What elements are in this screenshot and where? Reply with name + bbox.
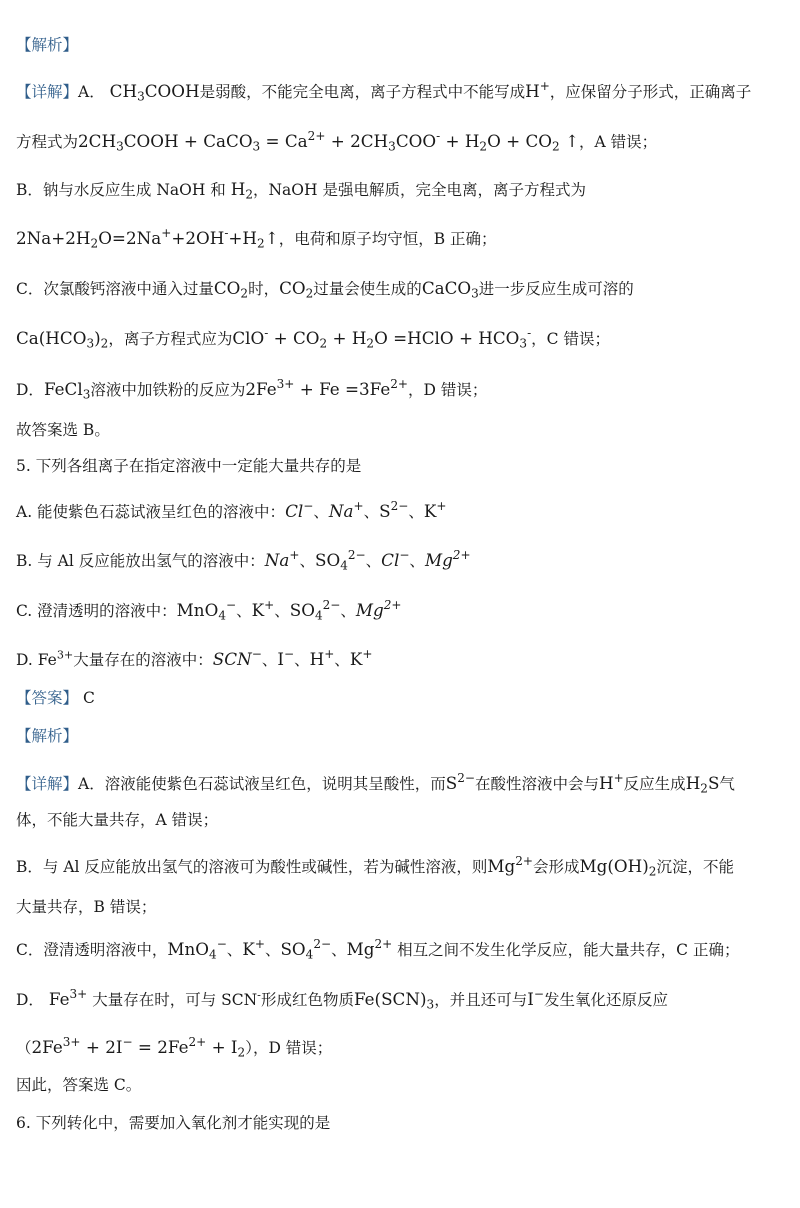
conclusion-b: 故答案选 B。 xyxy=(16,421,110,439)
detail2-C-line1: C．澄清透明溶液中，MnO$_4$−、K+、$SO_4^{2-}$、$Mg^{2+}$ 相互之间不发生化学反应，能大量共存，C 正确； xyxy=(16,936,740,962)
detail-B-line2: $2Na+2H_2O=2Na^++2OH^-+H_2↑$，电荷和原子均守恒，B 正确； xyxy=(16,225,497,251)
detail2-D-line2: $(2Fe^{3+} + 2I^- = 2Fe^{2+} + I_2)$，D 错误； xyxy=(16,1034,333,1060)
detail-B-line1: B．钠与水反应生成 NaOH 和 $H_2$，NaOH 是强电解质，完全电离，离子方程式为 xyxy=(16,179,586,202)
detail-C-line1: C．次氯酸钙溶液中通入过量$CO_2$时，$CO_2$过量会使生成的CaCO$_3$进一步反应生成可溶的 xyxy=(16,278,634,301)
detail-A-line1: 【详解】A． $CH_3COOH$是弱酸，不能完全电离，离子方程式中不能写成H+，应保留分子形式，正确离子 xyxy=(16,78,752,104)
q5-option-A: A. 能使紫色石蕊试液呈红色的溶液中：Cl−、Na+、$S^{2-}$、K+ xyxy=(16,498,447,521)
q5-option-D: D. $Fe^{3+}$大量存在的溶液中：SCN−、I−、H+、K+ xyxy=(16,646,373,669)
question-6-stem: 6. 下列转化中，需要加入氧化剂才能实现的是 xyxy=(16,1114,331,1132)
detail2-A-line2: 体，不能大量共存，A 错误； xyxy=(16,811,219,829)
detail2-A-line1: 【详解】A．溶液能使紫色石蕊试液呈红色，说明其呈酸性，而$S^{2-}$在酸性溶液中会与H+反应生成$H_2S$气 xyxy=(16,770,735,796)
question-5-stem: 5. 下列各组离子在指定溶液中一定能大量共存的是 xyxy=(16,457,362,475)
q5-option-C: C. 澄清透明的溶液中：MnO$_4$−、K+、$SO_4^{2-}$、$Mg^{2+}$ xyxy=(16,597,402,623)
analysis-label: 【解析】 xyxy=(16,36,79,54)
analysis-label-2: 【解析】 xyxy=(16,727,79,745)
answer-label: 【答案】 C xyxy=(16,689,95,707)
detail-A-line2: 方程式为$2CH_3COOH$ + CaCO$_3$ = $Ca^{2+} + 2CH_3COO^- + H_2O + CO_2$ ↑，A 错误； xyxy=(16,128,658,154)
detail-C-line2: $Ca(HCO_3)_2$，离子方程式应为$ClO^- + CO_2 + H_2O$ =HClO + $HCO_3^-$，C 错误； xyxy=(16,325,610,351)
detail2-B-line1: B．与 Al 反应能放出氢气的溶液可为酸性或碱性，若为碱性溶液，则$Mg^{2+}$会形成$Mg(OH)_2$沉淀，不能 xyxy=(16,853,734,879)
conclusion-c: 因此，答案选 C。 xyxy=(16,1076,142,1094)
detail2-B-line2: 大量共存，B 错误； xyxy=(16,898,157,916)
detail2-D-line1: D． $Fe^{3+}$ 大量存在时，可与 SCN-形成红色物质$Fe(SCN)_3$，并且还可与I−发生氧化还原反应 xyxy=(16,986,668,1012)
q5-option-B: B. 与 Al 反应能放出氢气的溶液中：Na+、$SO_4^{2-}$、Cl−、$Mg^{2+}$ xyxy=(16,547,471,573)
detail-D-line1: D．FeCl$_3$溶液中加铁粉的反应为$2Fe^{3+} + Fe =3Fe^{2+}$，D 错误； xyxy=(16,376,488,402)
